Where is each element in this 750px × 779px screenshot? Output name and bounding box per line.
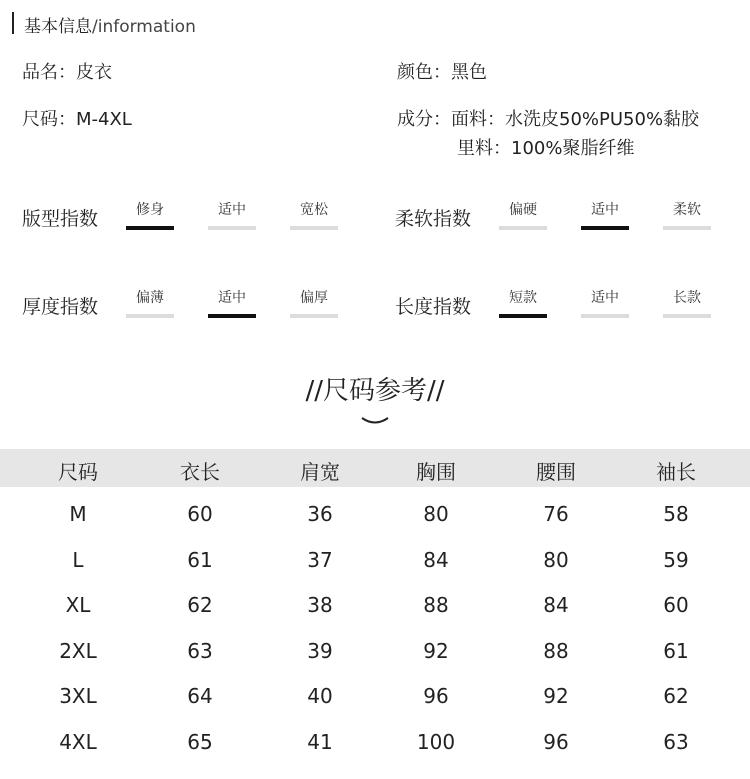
index-label: 版型指数 <box>22 208 99 230</box>
index-option <box>663 288 711 318</box>
index-option-bar <box>581 226 629 230</box>
product-name: 品名：皮衣 <box>22 62 112 83</box>
index-option-text: 适中 <box>591 202 619 218</box>
table-cell: 3XL <box>59 684 97 708</box>
index-option-text: 偏硬 <box>509 202 537 218</box>
table-header-cell: 肩宽 <box>300 460 340 484</box>
index-option <box>208 200 256 230</box>
index-label: 厚度指数 <box>22 296 99 318</box>
index-option <box>663 200 711 230</box>
index-option-bar <box>663 226 711 230</box>
index-option <box>290 200 338 230</box>
index-option-text: 修身 <box>136 202 164 218</box>
index-option-bar <box>126 226 174 230</box>
table-cell: 59 <box>663 548 689 572</box>
table-cell: XL <box>65 593 91 617</box>
table-header-cell: 袖长 <box>656 460 696 484</box>
table-header-cell: 腰围 <box>536 460 576 484</box>
table-cell: 61 <box>663 639 689 663</box>
size-reference-title: //尺码参考// <box>305 376 445 406</box>
table-cell: 92 <box>543 684 569 708</box>
index-option-text: 适中 <box>218 202 246 218</box>
table-cell: 61 <box>187 548 213 572</box>
product-size-range: 尺码：M-4XL <box>22 109 132 130</box>
index-option-text: 宽松 <box>300 202 328 218</box>
table-cell: M <box>69 502 87 526</box>
index-option-selected <box>126 200 174 230</box>
table-cell: 65 <box>187 730 213 754</box>
index-option-text: 长款 <box>673 290 701 306</box>
index-option-bar <box>581 314 629 318</box>
index-option <box>126 288 174 318</box>
index-option-text: 偏薄 <box>136 290 164 306</box>
table-cell: 100 <box>416 730 456 754</box>
index-option-bar <box>499 314 547 318</box>
index-option-bar <box>208 314 256 318</box>
section-title <box>24 12 196 37</box>
chevron-down-icon <box>360 415 390 427</box>
product-lining: 里料：100%聚脂纤维 <box>457 138 635 159</box>
index-option-text: 适中 <box>591 290 619 306</box>
table-cell: 41 <box>307 730 333 754</box>
table-cell: 60 <box>663 593 689 617</box>
product-material: 成分：面料：水洗皮50%PU50%黏胶 <box>397 109 700 130</box>
section-title-text: 基本信息 <box>24 17 92 37</box>
index-option <box>581 288 629 318</box>
index-option-selected <box>208 288 256 318</box>
product-color: 颜色：黑色 <box>397 62 487 83</box>
table-cell: 36 <box>307 502 333 526</box>
table-cell: 4XL <box>59 730 97 754</box>
table-cell: 2XL <box>59 639 97 663</box>
table-header-cell: 尺码 <box>58 460 98 484</box>
index-label: 柔软指数 <box>395 208 472 230</box>
index-option-bar <box>499 226 547 230</box>
table-cell: 40 <box>307 684 333 708</box>
index-option-text: 短款 <box>509 290 537 306</box>
index-option-bar <box>663 314 711 318</box>
table-cell: 88 <box>543 639 569 663</box>
table-header-cell: 胸围 <box>416 460 456 484</box>
index-option-bar <box>208 226 256 230</box>
table-cell: 64 <box>187 684 213 708</box>
table-cell: 80 <box>543 548 569 572</box>
table-cell: 62 <box>663 684 689 708</box>
index-option-text: 柔软 <box>673 202 701 218</box>
table-cell: 76 <box>543 502 569 526</box>
table-cell: 58 <box>663 502 689 526</box>
table-cell: 38 <box>307 593 333 617</box>
index-option-selected <box>499 288 547 318</box>
table-cell: 84 <box>543 593 569 617</box>
table-cell: 96 <box>543 730 569 754</box>
table-cell: 96 <box>423 684 449 708</box>
table-cell: 60 <box>187 502 213 526</box>
table-cell: 63 <box>663 730 689 754</box>
table-cell: 80 <box>423 502 449 526</box>
table-header-cell: 衣长 <box>180 460 220 484</box>
index-option <box>499 200 547 230</box>
table-cell: 84 <box>423 548 449 572</box>
index-option-selected <box>581 200 629 230</box>
header-accent-bar <box>12 12 14 34</box>
index-option <box>290 288 338 318</box>
index-option-bar <box>126 314 174 318</box>
table-cell: 88 <box>423 593 449 617</box>
table-cell: 39 <box>307 639 333 663</box>
table-cell: L <box>72 548 84 572</box>
table-cell: 62 <box>187 593 213 617</box>
index-option-bar <box>290 226 338 230</box>
index-label: 长度指数 <box>395 296 472 318</box>
table-cell: 37 <box>307 548 333 572</box>
index-option-text: 偏厚 <box>300 290 328 306</box>
index-option-text: 适中 <box>218 290 246 306</box>
table-cell: 63 <box>187 639 213 663</box>
index-option-bar <box>290 314 338 318</box>
table-cell: 92 <box>423 639 449 663</box>
section-subtitle: /information <box>92 17 196 37</box>
